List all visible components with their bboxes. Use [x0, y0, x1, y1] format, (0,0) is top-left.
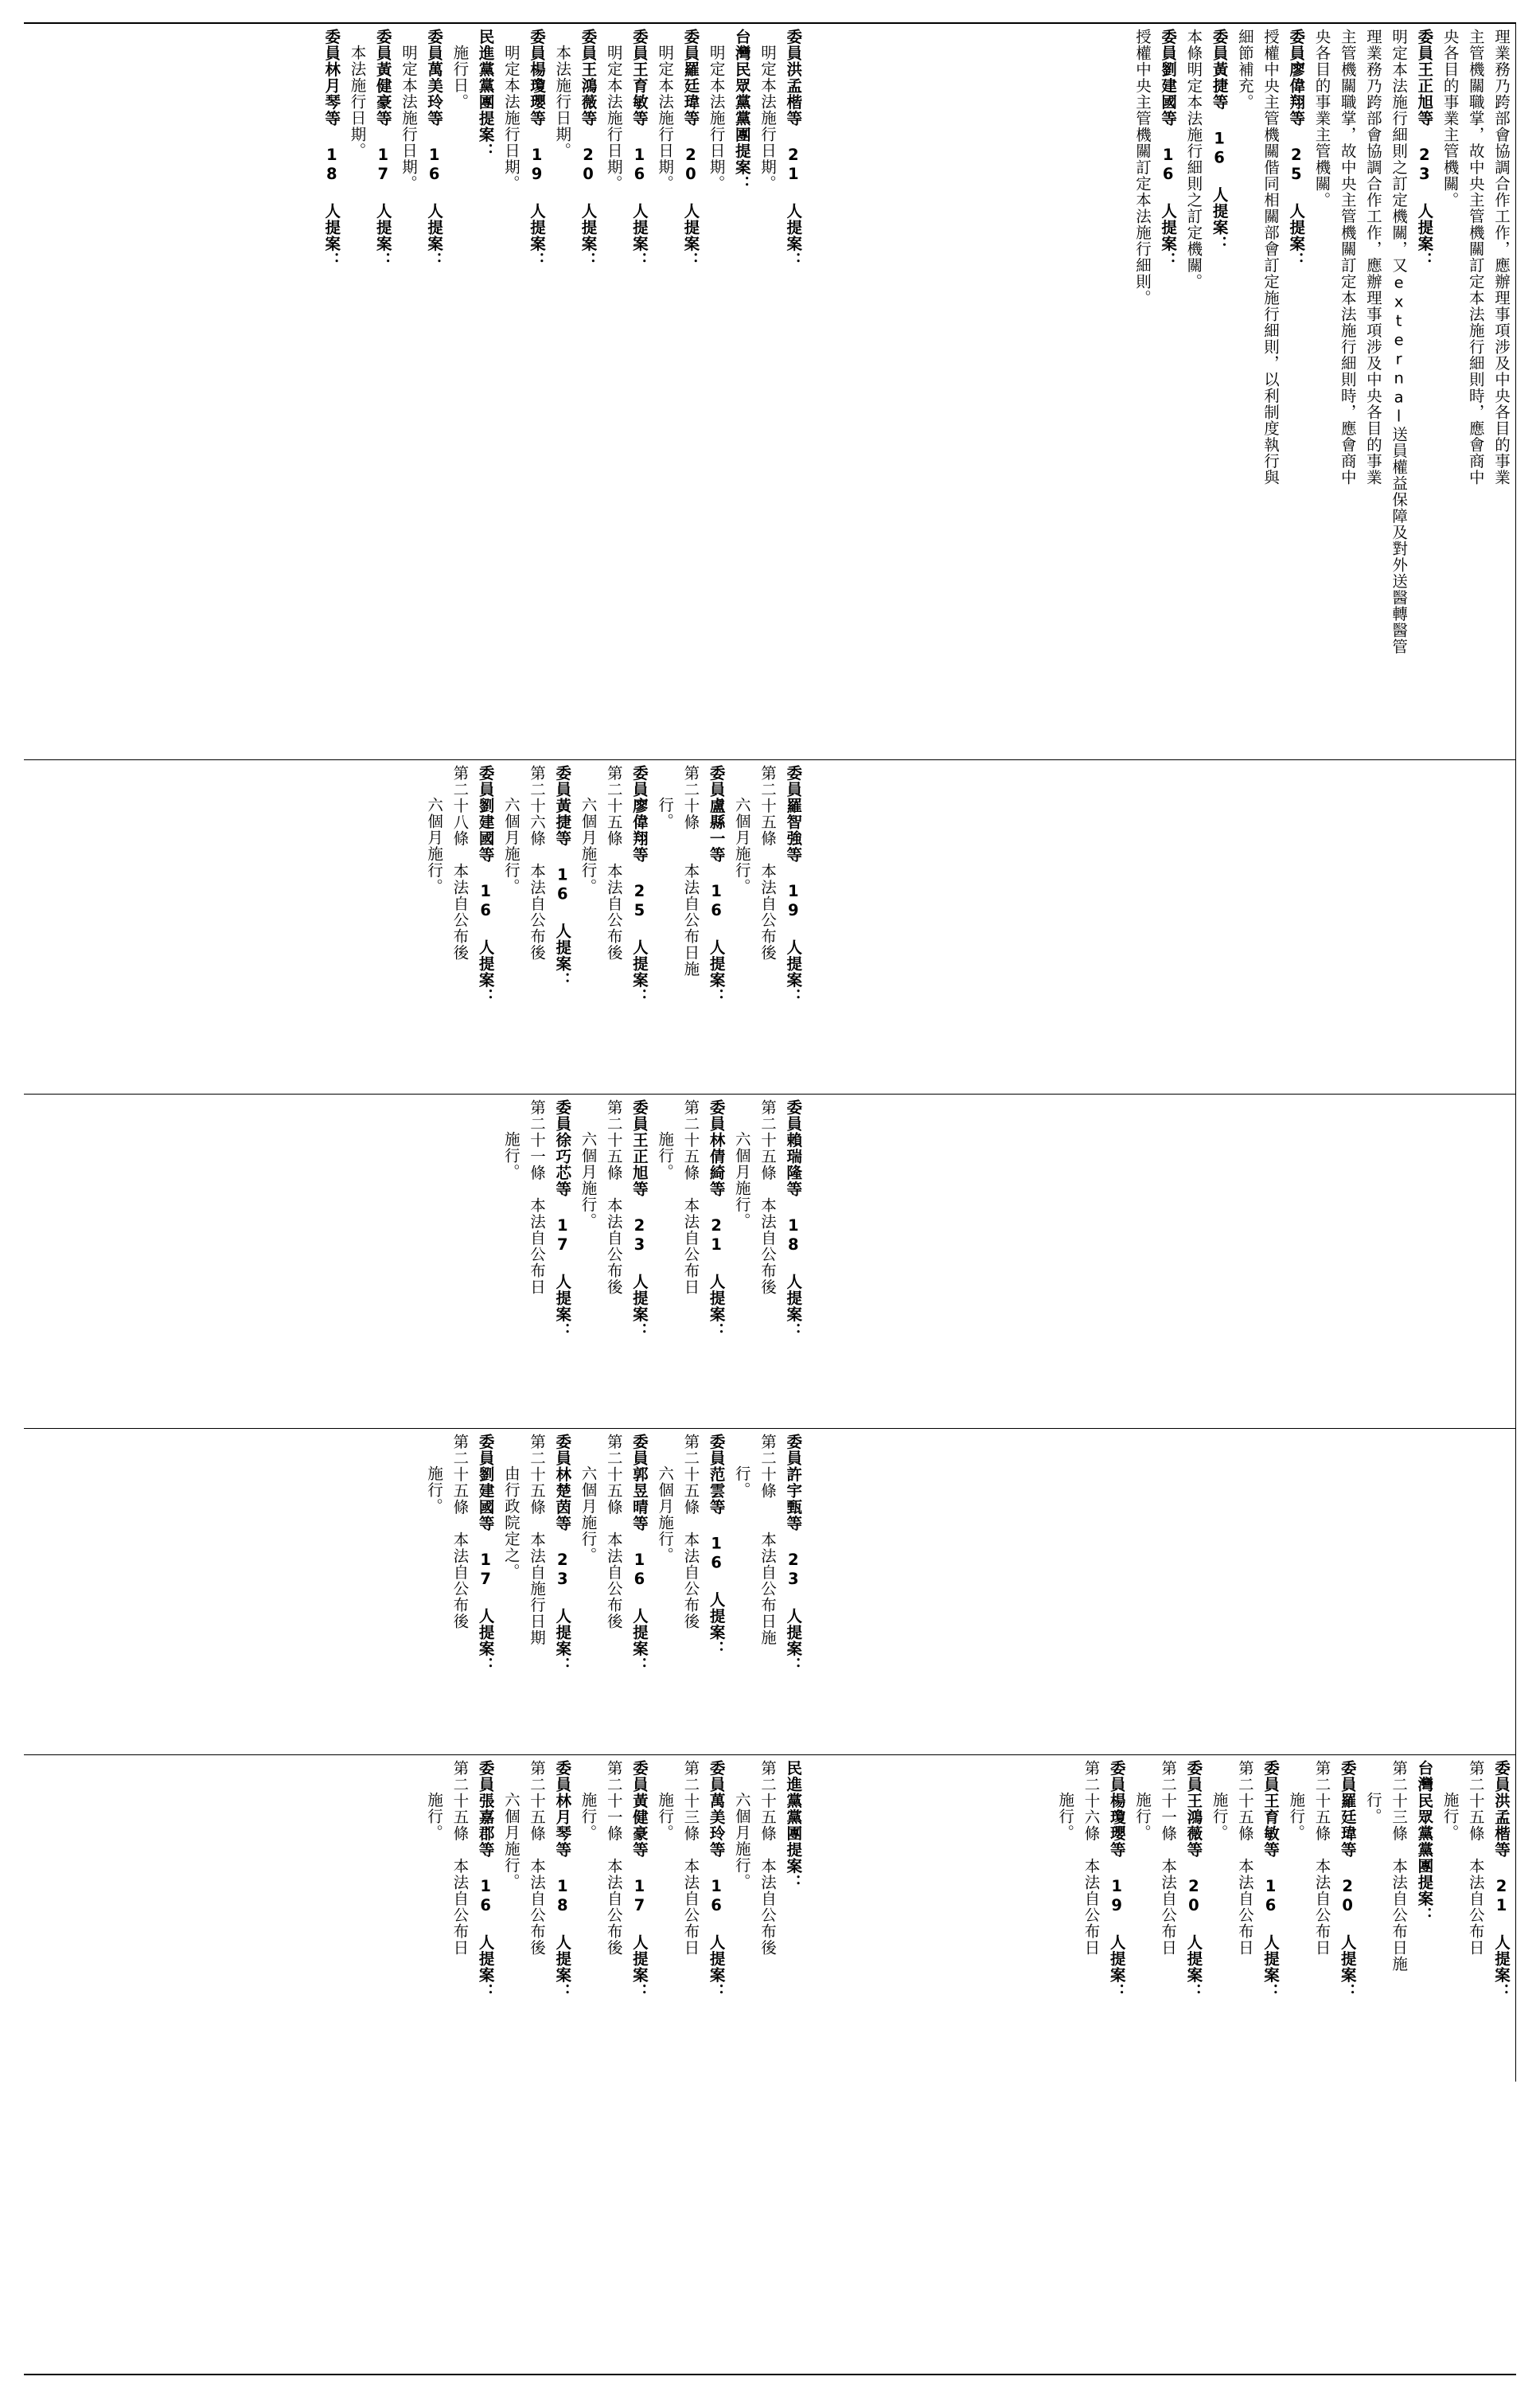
proposal-heading: 委員萬美玲等 16 人提案： [707, 1760, 726, 2000]
proposal-heading: 委員黃健豪等 17 人提案： [630, 1760, 649, 2000]
proposal-heading: 委員劉建國等 16 人提案： [1159, 29, 1178, 268]
proposal-heading: 委員楊瓊瓔等 19 人提案： [1107, 1760, 1126, 2000]
proposal-text: 明定本法施行日期。 [707, 45, 726, 192]
article-text: 施行。 [1056, 1792, 1075, 1841]
article-text: 施行。 [425, 1792, 444, 1841]
article-text: 第二十條 本法自公布日施 [681, 765, 700, 978]
proposal-heading: 委員萬美玲等 16 人提案： [425, 29, 444, 268]
article-text: 理業務乃跨部會協調合作工作，應辦理事項涉及中央各目的事業 [1363, 29, 1382, 486]
table-cell-right [24, 760, 807, 1094]
column-group [1129, 27, 1514, 756]
article-text: 第二十五條 本法自公布日 [1466, 1760, 1485, 1956]
article-text: 施行。 [1133, 1792, 1152, 1841]
proposal-heading: 委員林月琴等 18 人提案： [553, 1760, 572, 2000]
article-text: 授權中央主管機關訂定本法施行細則。 [1133, 29, 1152, 306]
proposal-heading: 委員劉建國等 17 人提案： [476, 1434, 495, 1673]
article-text: 六個月施行。 [425, 797, 444, 895]
article-text: 施行。 [1441, 1792, 1460, 1841]
article-text: 施行。 [656, 1792, 675, 1841]
article-text: 第二十五條 本法自公布後 [528, 1760, 547, 1956]
proposal-heading: 委員王育敏等 16 人提案： [630, 29, 649, 268]
proposal-heading: 委員許宇甄等 23 人提案： [784, 1434, 803, 1673]
article-text: 主管機關職掌，故中央主管機關訂定本法施行細則時，應會商中 [1466, 29, 1485, 486]
article-text: 第二十八條 本法自公布後 [450, 765, 470, 961]
table-row [24, 24, 1516, 760]
column-group [421, 1758, 805, 2078]
table-row [24, 1095, 1516, 1429]
proposal-heading: 委員羅廷瑋等 20 人提案： [681, 29, 700, 268]
article-text: 第二十一條 本法自公布日 [528, 1099, 547, 1295]
proposal-heading: 委員羅智強等 19 人提案： [784, 765, 803, 1005]
article-text: 第二十五條 本法自公布後 [758, 1099, 778, 1295]
article-text: 第二十五條 本法自公布日 [1235, 1760, 1254, 1956]
proposal-heading: 委員范雲等 16 人提案： [707, 1434, 726, 1657]
column-group [318, 27, 805, 756]
proposal-heading: 台灣民眾黨黨團提案： [732, 29, 751, 192]
article-text: 第二十五條 本法自公布後 [604, 1099, 623, 1295]
proposal-text: 明定本法施行日期。 [604, 45, 623, 192]
proposal-heading: 民進黨黨團提案： [476, 29, 495, 159]
proposal-heading: 委員廖偉翔等 25 人提案： [630, 765, 649, 1005]
article-text: 第二十六條 本法自公布後 [528, 765, 547, 961]
proposal-heading: 委員黃健豪等 17 人提案： [373, 29, 392, 268]
article-text: 細節補充。 [1235, 29, 1254, 111]
table-row [24, 1429, 1516, 1755]
proposal-heading: 委員徐巧芯等 17 人提案： [553, 1099, 572, 1339]
article-text: 第二十五條 本法自公布日 [1312, 1760, 1331, 1956]
article-text: 行。 [732, 1465, 751, 1498]
table-cell-right [24, 1095, 807, 1428]
article-text: 施行。 [501, 1131, 520, 1180]
table-cell-left-empty [807, 1429, 1516, 1754]
article-text: 第二十五條 本法自公布後 [758, 765, 778, 961]
proposal-heading: 委員王鴻薇等 20 人提案： [579, 29, 598, 268]
article-text: 第二十五條 本法自公布後 [450, 1434, 470, 1629]
article-text: 第二十五條 本法自公布後 [604, 1434, 623, 1629]
table-cell-left-empty [807, 760, 1516, 1094]
table-cell-left [807, 24, 1516, 759]
proposal-heading: 委員盧縣一等 16 人提案： [707, 765, 726, 1005]
proposal-heading: 委員王正旭等 23 人提案： [1415, 29, 1434, 268]
proposal-heading: 委員黃捷等 16 人提案： [553, 765, 572, 989]
article-text: 六個月施行。 [501, 1792, 520, 1890]
article-text: 六個月施行。 [501, 797, 520, 895]
article-text: 施行。 [425, 1465, 444, 1515]
proposal-heading: 委員林楚茵等 23 人提案： [553, 1434, 572, 1673]
article-text: 第二十三條 本法自公布日 [681, 1760, 700, 1956]
proposal-text: 本法施行日期。 [553, 45, 572, 159]
article-text: 行。 [656, 797, 675, 829]
article-text: 第二十五條 本法自公布後 [681, 1434, 700, 1629]
proposal-heading: 委員廖偉翔等 25 人提案： [1287, 29, 1306, 268]
article-text: 第二十一條 本法自公布後 [604, 1760, 623, 1956]
table-cell-right [24, 1429, 807, 1754]
article-text: 第二十六條 本法自公布日 [1082, 1760, 1101, 1956]
article-text: 施行。 [579, 1792, 598, 1841]
article-text: 施行。 [1210, 1792, 1229, 1841]
article-text: 第二十三條 本法自公布日施 [1390, 1760, 1409, 1973]
proposal-heading: 委員劉建國等 16 人提案： [476, 765, 495, 1005]
article-text: 第二十條 本法自公布日施 [758, 1434, 778, 1646]
proposal-heading: 委員林倩綺等 21 人提案： [707, 1099, 726, 1339]
article-text: 第二十五條 本法自公布日 [681, 1099, 700, 1295]
column-group [1052, 1758, 1514, 2078]
table-row [24, 760, 1516, 1095]
article-text: 第二十五條 本法自公布日 [450, 1760, 470, 1956]
article-text: 六個月施行。 [579, 797, 598, 895]
column-group [498, 1098, 806, 1425]
proposal-heading: 台灣民眾黨黨團提案： [1415, 1760, 1434, 1923]
proposal-text: 明定本法施行日期。 [758, 45, 778, 192]
proposal-heading: 委員林月琴等 18 人提案： [322, 29, 341, 268]
table-cell-left-empty [807, 1095, 1516, 1428]
article-text: 六個月施行。 [579, 1465, 598, 1563]
article-text: 六個月施行。 [732, 1792, 751, 1890]
article-text: 授權中央主管機關偕同相關部會訂定施行細則，以利制度執行與 [1261, 29, 1281, 486]
proposal-text: 明定本法施行日期。 [656, 45, 675, 192]
article-text: 第二十五條 本法自公布後 [758, 1760, 778, 1956]
article-text: 六個月施行。 [579, 1131, 598, 1229]
article-text: 央各目的事業主管機關。 [1312, 29, 1331, 209]
article-text: 第二十一條 本法自公布日 [1159, 1760, 1178, 1956]
article-text: 第二十五條 本法自公布後 [604, 765, 623, 961]
article-text: 六個月施行。 [732, 797, 751, 895]
article-text: 施行。 [1287, 1792, 1306, 1841]
proposal-heading: 委員王鴻薇等 20 人提案： [1184, 1760, 1203, 2000]
table-cell-right [24, 24, 807, 759]
proposal-heading: 委員郭昱晴等 16 人提案： [630, 1434, 649, 1673]
proposal-text: 施行日。 [450, 45, 470, 110]
proposal-heading: 委員賴瑞隆等 18 人提案： [784, 1099, 803, 1339]
proposal-heading: 委員王正旭等 23 人提案： [630, 1099, 649, 1339]
article-text: 明定本法施行細則之訂定機關，又external送員權益保障及對外送醫轉醫管 [1390, 29, 1409, 655]
article-text: 央各目的事業主管機關。 [1441, 29, 1460, 209]
table-cell-right [24, 1755, 807, 2082]
article-text: 行。 [1363, 1792, 1382, 1824]
table-cell-left [807, 1755, 1516, 2082]
article-text: 第二十五條 本法自施行日期 [528, 1434, 547, 1646]
proposal-heading: 委員張嘉郡等 16 人提案： [476, 1760, 495, 2000]
proposal-heading: 委員洪孟楷等 21 人提案： [784, 29, 803, 268]
article-text: 理業務乃跨部會協調合作工作，應辦理事項涉及中央各目的事業 [1492, 29, 1511, 486]
proposal-text: 本法施行日期。 [348, 45, 367, 159]
table-row [24, 1755, 1516, 2082]
article-text: 本條明定本法施行細則之訂定機關。 [1184, 29, 1203, 290]
proposal-text: 明定本法施行日期。 [399, 45, 418, 192]
article-text: 施行。 [656, 1131, 675, 1180]
proposal-text: 明定本法施行日期。 [501, 45, 520, 192]
article-text: 主管機關職掌，故中央主管機關訂定本法施行細則時，應會商中 [1338, 29, 1357, 486]
column-group [421, 763, 805, 1091]
article-text: 由行政院定之。 [501, 1465, 520, 1580]
proposal-heading: 委員楊瓊瓔等 19 人提案： [528, 29, 547, 268]
proposal-heading: 委員羅廷瑋等 20 人提案： [1338, 1760, 1357, 2000]
proposal-heading: 委員黃捷等 16 人提案： [1210, 29, 1229, 252]
column-group [421, 1432, 805, 1751]
article-text: 六個月施行。 [656, 1465, 675, 1563]
proposal-heading: 委員王育敏等 16 人提案： [1261, 1760, 1281, 2000]
comparison-table [24, 22, 1516, 2375]
article-text: 六個月施行。 [732, 1131, 751, 1229]
proposal-heading: 民進黨黨團提案： [784, 1760, 803, 1891]
proposal-heading: 委員洪孟楷等 21 人提案： [1492, 1760, 1511, 2000]
